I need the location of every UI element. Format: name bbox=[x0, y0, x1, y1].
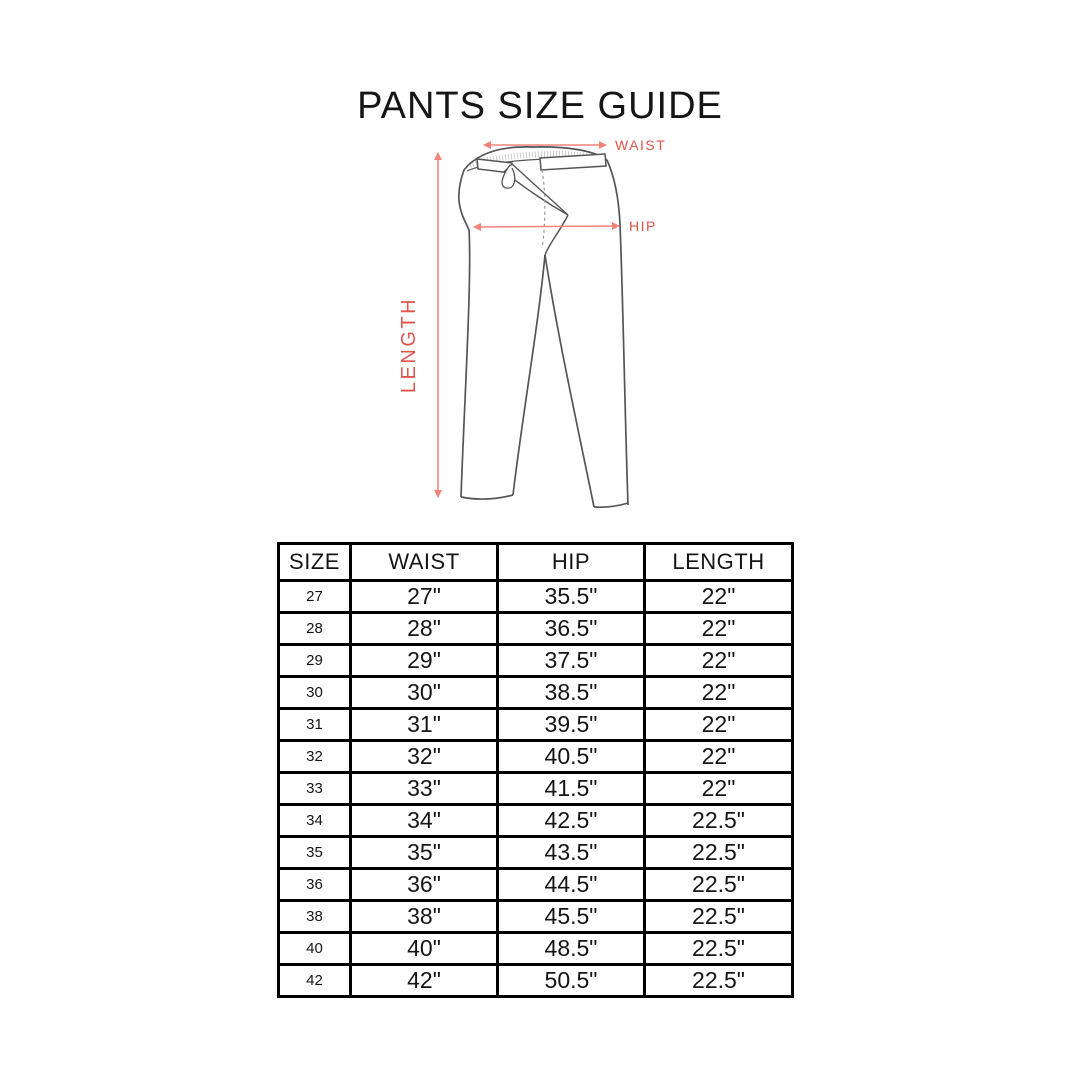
size-value: 35 bbox=[279, 837, 351, 869]
length-value: 22" bbox=[645, 677, 793, 709]
table-row bbox=[279, 709, 793, 741]
hip-value: 41.5" bbox=[498, 773, 645, 805]
hip-value: 45.5" bbox=[498, 901, 645, 933]
waist-value: 32" bbox=[351, 741, 498, 773]
hip-value: 42.5" bbox=[498, 805, 645, 837]
pants-illustration bbox=[398, 118, 688, 518]
pants-silhouette bbox=[459, 147, 628, 507]
hip-arrow bbox=[474, 226, 619, 227]
size-value: 33 bbox=[279, 773, 351, 805]
hip-value: 50.5" bbox=[498, 965, 645, 997]
table-row bbox=[279, 965, 793, 997]
length-value: 22" bbox=[645, 581, 793, 613]
table-row bbox=[279, 933, 793, 965]
table-row bbox=[279, 869, 793, 901]
hip-value: 48.5" bbox=[498, 933, 645, 965]
size-value: 27 bbox=[279, 581, 351, 613]
length-value: 22.5" bbox=[645, 805, 793, 837]
hip-value: 37.5" bbox=[498, 645, 645, 677]
table-row bbox=[279, 645, 793, 677]
column-header-size: SIZE bbox=[279, 544, 351, 581]
waist-value: 35" bbox=[351, 837, 498, 869]
hip-value: 38.5" bbox=[498, 677, 645, 709]
waist-value: 30" bbox=[351, 677, 498, 709]
size-value: 40 bbox=[279, 933, 351, 965]
column-header-length: LENGTH bbox=[645, 544, 793, 581]
length-value: 22.5" bbox=[645, 869, 793, 901]
hip-value: 36.5" bbox=[498, 613, 645, 645]
length-value: 22.5" bbox=[645, 933, 793, 965]
length-value: 22.5" bbox=[645, 965, 793, 997]
hip-label: HIP bbox=[629, 218, 657, 234]
table-row bbox=[279, 901, 793, 933]
hip-value: 35.5" bbox=[498, 581, 645, 613]
length-value: 22" bbox=[645, 741, 793, 773]
table-row bbox=[279, 837, 793, 869]
waist-value: 27" bbox=[351, 581, 498, 613]
size-table bbox=[277, 542, 794, 998]
waist-value: 40" bbox=[351, 933, 498, 965]
waist-value: 28" bbox=[351, 613, 498, 645]
table-row bbox=[279, 677, 793, 709]
waist-value: 34" bbox=[351, 805, 498, 837]
length-value: 22" bbox=[645, 709, 793, 741]
length-value: 22" bbox=[645, 613, 793, 645]
length-label: LENGTH bbox=[398, 296, 420, 394]
size-value: 31 bbox=[279, 709, 351, 741]
waist-value: 42" bbox=[351, 965, 498, 997]
hip-value: 43.5" bbox=[498, 837, 645, 869]
waist-value: 31" bbox=[351, 709, 498, 741]
size-value: 38 bbox=[279, 901, 351, 933]
size-value: 34 bbox=[279, 805, 351, 837]
waist-value: 38" bbox=[351, 901, 498, 933]
size-value: 30 bbox=[279, 677, 351, 709]
table-header-row bbox=[279, 544, 793, 581]
pants-measurement-diagram bbox=[398, 118, 688, 518]
table-row bbox=[279, 581, 793, 613]
hip-value: 40.5" bbox=[498, 741, 645, 773]
waist-value: 29" bbox=[351, 645, 498, 677]
size-value: 28 bbox=[279, 613, 351, 645]
length-value: 22.5" bbox=[645, 837, 793, 869]
waist-label: WAIST bbox=[615, 137, 667, 153]
hip-value: 39.5" bbox=[498, 709, 645, 741]
size-value: 32 bbox=[279, 741, 351, 773]
hip-value: 44.5" bbox=[498, 869, 645, 901]
waist-value: 33" bbox=[351, 773, 498, 805]
table-row bbox=[279, 773, 793, 805]
column-header-waist: WAIST bbox=[351, 544, 498, 581]
size-value: 29 bbox=[279, 645, 351, 677]
size-value: 42 bbox=[279, 965, 351, 997]
size-value: 36 bbox=[279, 869, 351, 901]
page-title: PANTS SIZE GUIDE bbox=[357, 85, 723, 128]
column-header-hip: HIP bbox=[498, 544, 645, 581]
table-row bbox=[279, 613, 793, 645]
length-value: 22" bbox=[645, 773, 793, 805]
waist-value: 36" bbox=[351, 869, 498, 901]
table-row bbox=[279, 805, 793, 837]
length-value: 22" bbox=[645, 645, 793, 677]
length-value: 22.5" bbox=[645, 901, 793, 933]
table-row bbox=[279, 741, 793, 773]
